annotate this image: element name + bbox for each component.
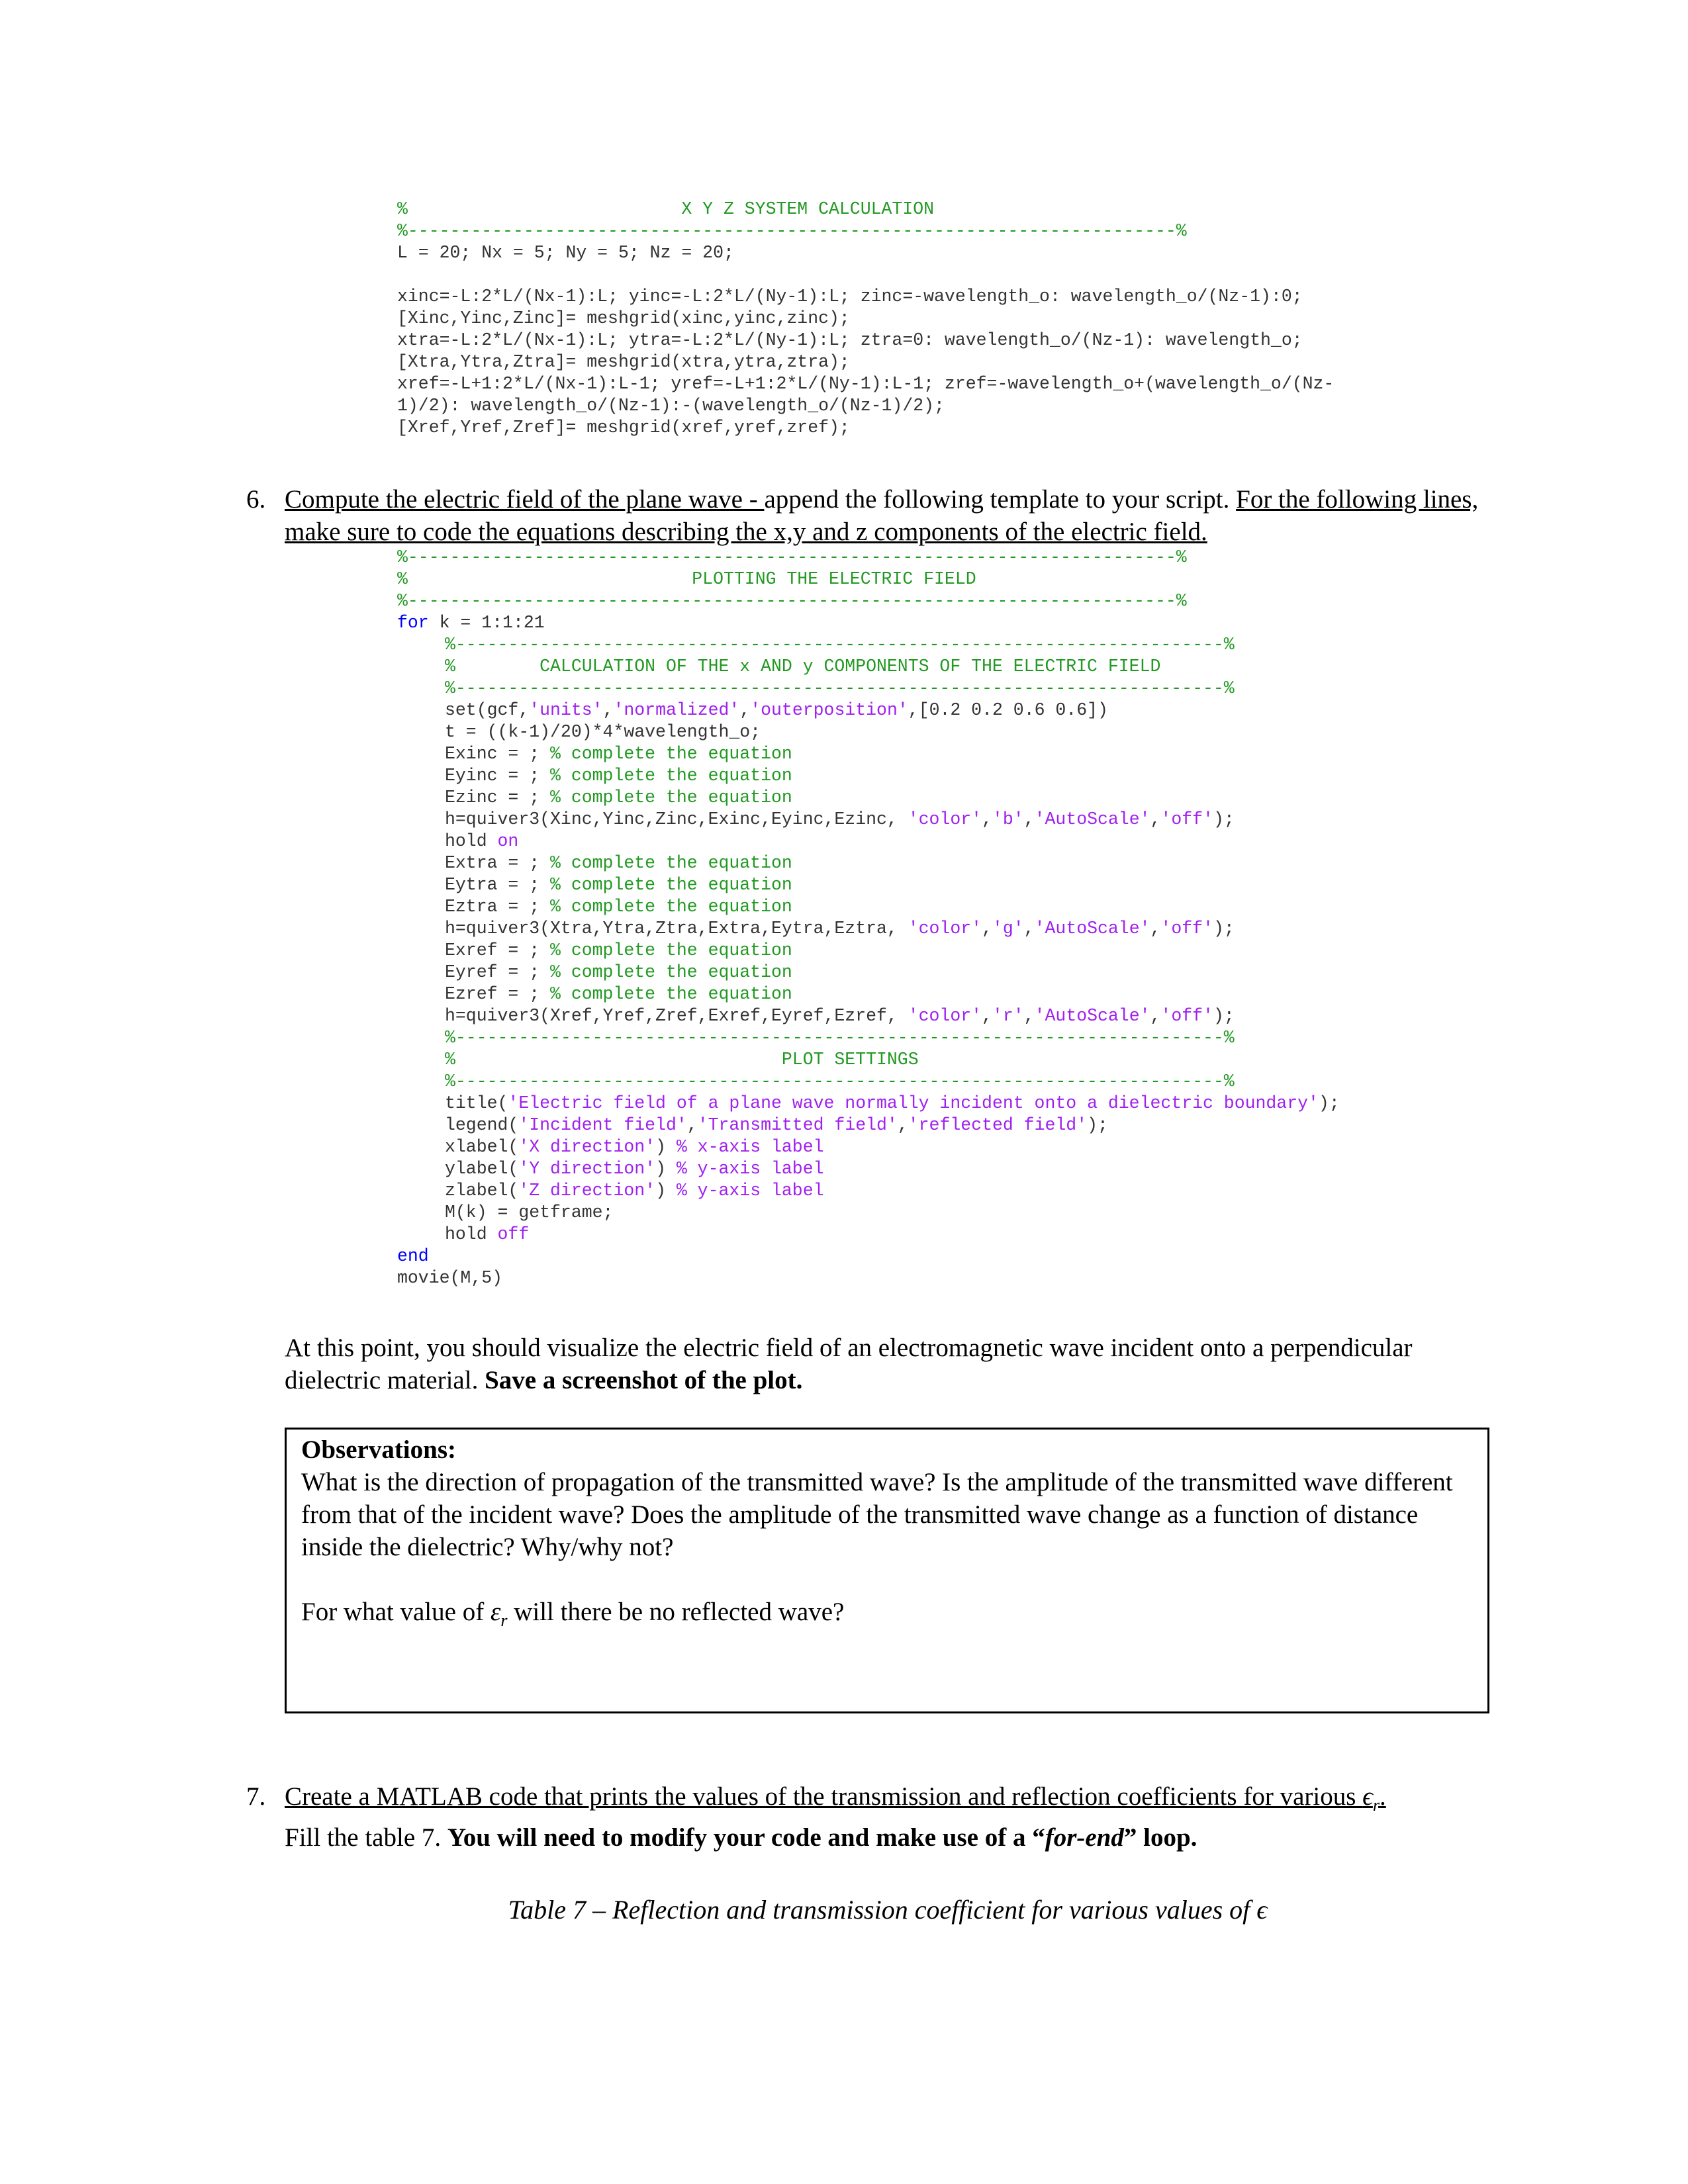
code-line bbox=[397, 852, 1340, 874]
step-7-underlined-text: Create a MATLAB code that prints the values of the transmission and reflection coefficients for various bbox=[285, 1782, 1363, 1811]
code-token: %-------------------------------------------------------------------------% bbox=[445, 635, 1235, 655]
code-token: Exref = ; bbox=[445, 940, 551, 960]
code-line bbox=[397, 1267, 1340, 1289]
code-line bbox=[397, 417, 1334, 439]
code-token: Eyinc = ; bbox=[445, 766, 551, 786]
code-token: ) bbox=[655, 1181, 677, 1201]
code-token: % CALCULATION OF THE x AND y COMPONENTS OF THE ELECTRIC FIELD bbox=[445, 657, 1161, 676]
code-token: 'g' bbox=[992, 919, 1024, 938]
code-token: h=quiver3(Xinc,Yinc,Zinc,Exinc,Eyinc,Ezinc, bbox=[445, 809, 908, 829]
code-line bbox=[397, 809, 1340, 831]
code-token: , bbox=[982, 1006, 992, 1026]
code-token: xtra=-L:2*L/(Nx-1):L; ytra=-L:2*L/(Ny-1):L; ztra=0: wavelength_o/(Nz-1): wavelength_o; bbox=[397, 330, 1303, 350]
step-6-number: 6. bbox=[246, 485, 266, 514]
step-6-underlined-1: Compute the electric field of the plane wave - bbox=[285, 485, 765, 514]
step-6-text bbox=[285, 483, 1491, 548]
code-line bbox=[397, 590, 1340, 612]
code-token: %-------------------------------------------------------------------------% bbox=[445, 1028, 1235, 1048]
code-line bbox=[397, 286, 1334, 308]
code-token: ); bbox=[1213, 1006, 1235, 1026]
code-token: 'Incident field' bbox=[518, 1115, 687, 1135]
code-token: , bbox=[897, 1115, 908, 1135]
code-line bbox=[397, 242, 1334, 264]
table-7-caption: Table 7 – Reflection and transmission coefficient for various values of ϵ bbox=[508, 1895, 1268, 1925]
code-line bbox=[397, 1115, 1340, 1136]
code-token: for bbox=[397, 613, 429, 633]
code-token: [Xinc,Yinc,Zinc]= meshgrid(xinc,yinc,zinc); bbox=[397, 308, 850, 328]
code-token: % complete the equation bbox=[550, 853, 792, 873]
code-token: % PLOT SETTINGS bbox=[445, 1050, 919, 1069]
code-token: , bbox=[982, 809, 992, 829]
step-7-text bbox=[285, 1780, 1491, 1854]
code-token: 'AutoScale' bbox=[1034, 919, 1150, 938]
code-token: ); bbox=[1213, 919, 1235, 938]
code-line bbox=[397, 831, 1340, 852]
code-line bbox=[397, 918, 1340, 940]
code-line bbox=[397, 1158, 1340, 1180]
observations-box bbox=[285, 1428, 1489, 1713]
code-token: t = ((k-1)/20)*4*wavelength_o; bbox=[445, 722, 761, 742]
code-token: set(gcf, bbox=[445, 700, 530, 720]
code-line bbox=[397, 1136, 1340, 1158]
code-token: Eytra = ; bbox=[445, 875, 551, 895]
code-line bbox=[397, 1071, 1340, 1093]
code-token: end bbox=[397, 1246, 429, 1266]
code-token: [Xref,Yref,Zref]= meshgrid(xref,yref,zref); bbox=[397, 418, 850, 437]
code-token: legend( bbox=[445, 1115, 519, 1135]
step-7-epsilon: ϵ bbox=[1362, 1782, 1373, 1811]
code-line bbox=[397, 656, 1340, 678]
code-token: 'r' bbox=[992, 1006, 1024, 1026]
step-7-bold-1: You will need to modify your code and make use of a “ bbox=[447, 1823, 1045, 1852]
code-token: ); bbox=[1213, 809, 1235, 829]
code-line bbox=[397, 1202, 1340, 1224]
code-token: ); bbox=[1087, 1115, 1108, 1135]
code-line bbox=[397, 199, 1334, 220]
code-token: ) bbox=[655, 1159, 677, 1179]
code-token: , bbox=[602, 700, 614, 720]
step-7-number: 7. bbox=[246, 1782, 266, 1811]
code-line bbox=[397, 787, 1340, 809]
visualize-text: At this point, you should visualize the electric field of an electromagnetic wave incident onto a perpendicular dielectric material. bbox=[285, 1334, 1413, 1394]
code-token: ) bbox=[655, 1137, 677, 1157]
code-token: %-------------------------------------------------------------------------% bbox=[397, 221, 1187, 241]
code-token: 'Z direction' bbox=[518, 1181, 656, 1201]
code-line bbox=[397, 395, 1334, 417]
code-token: 'off' bbox=[1160, 809, 1213, 829]
code-line bbox=[397, 721, 1340, 743]
code-token: Exinc = ; bbox=[445, 744, 551, 764]
code-token: 'outerposition' bbox=[750, 700, 908, 720]
code-token: 'AutoScale' bbox=[1034, 809, 1150, 829]
code-token: 'b' bbox=[992, 809, 1024, 829]
code-line bbox=[397, 547, 1340, 569]
code-token: L = 20; Nx = 5; Ny = 5; Nz = 20; bbox=[397, 243, 734, 263]
code-token: , bbox=[1023, 919, 1035, 938]
step-7-underlined bbox=[285, 1782, 1386, 1815]
code-token: 'Transmitted field' bbox=[697, 1115, 898, 1135]
code-token: ylabel( bbox=[445, 1159, 519, 1179]
code-token: ); bbox=[1318, 1093, 1340, 1113]
q2-before: For what value of bbox=[301, 1598, 491, 1626]
code-token: %-------------------------------------------------------------------------% bbox=[397, 547, 1187, 567]
code-token: 'off' bbox=[1160, 919, 1213, 938]
step-6-plain: append the following template to your script. bbox=[764, 485, 1237, 514]
step-7-epsilon-sub: r bbox=[1372, 1795, 1380, 1815]
code-block-xyz-system bbox=[397, 199, 1334, 439]
code-token: 1)/2): wavelength_o/(Nz-1):-(wavelength_o/(Nz-1)/2); bbox=[397, 396, 945, 416]
code-line bbox=[397, 634, 1340, 656]
code-token: , bbox=[1023, 1006, 1035, 1026]
code-line bbox=[397, 1049, 1340, 1071]
step-7-bold-2: ” loop. bbox=[1123, 1823, 1197, 1852]
code-token: h=quiver3(Xtra,Ytra,Ztra,Extra,Eytra,Eztra, bbox=[445, 919, 908, 938]
code-line bbox=[397, 330, 1334, 351]
code-token: off bbox=[497, 1224, 530, 1244]
code-token: , bbox=[982, 919, 992, 938]
code-token: 'off' bbox=[1160, 1006, 1213, 1026]
code-token: k = 1:1:21 bbox=[428, 613, 545, 633]
code-line bbox=[397, 1093, 1340, 1115]
code-token: zlabel( bbox=[445, 1181, 519, 1201]
code-token: xlabel( bbox=[445, 1137, 519, 1157]
code-token: xref=-L+1:2*L/(Nx-1):L-1; yref=-L+1:2*L/(Ny-1):L-1; zref=-wavelength_o+(wavelength_o/(Nz- bbox=[397, 374, 1335, 394]
code-token: title( bbox=[445, 1093, 508, 1113]
code-line bbox=[397, 1224, 1340, 1246]
code-token: on bbox=[497, 831, 519, 851]
visualize-bold: Save a screenshot of the plot. bbox=[485, 1366, 803, 1394]
code-line bbox=[397, 612, 1340, 634]
code-token: , bbox=[1023, 809, 1035, 829]
code-token: 'units' bbox=[529, 700, 603, 720]
code-token: hold bbox=[445, 831, 498, 851]
code-line bbox=[397, 765, 1340, 787]
code-line bbox=[397, 874, 1340, 896]
code-line bbox=[397, 940, 1340, 962]
code-line bbox=[397, 308, 1334, 330]
code-token: 'Y direction' bbox=[518, 1159, 656, 1179]
code-token: movie(M,5) bbox=[397, 1268, 503, 1288]
code-token: M(k) = getframe; bbox=[445, 1203, 614, 1222]
code-token: 'AutoScale' bbox=[1034, 1006, 1150, 1026]
code-token: % complete the equation bbox=[550, 962, 792, 982]
code-token: % PLOTTING THE ELECTRIC FIELD bbox=[397, 569, 976, 589]
code-line bbox=[397, 220, 1334, 242]
code-line bbox=[397, 1027, 1340, 1049]
code-token: [Xtra,Ytra,Ztra]= meshgrid(xtra,ytra,ztra); bbox=[397, 352, 850, 372]
code-line bbox=[397, 962, 1340, 983]
code-token: ,[0.2 0.2 0.6 0.6]) bbox=[908, 700, 1108, 720]
step-6-underlined-2: For the following lines, make sure to code the equations describing the x,y and z components of the electric field. bbox=[285, 485, 1479, 546]
code-line bbox=[397, 1005, 1340, 1027]
observations-question-1: What is the direction of propagation of the transmitted wave? Is the amplitude of the transmitted wave different from that of the incident wave? Does the amplitude of the transmitted wave change as a function of distance inside the dielectric? Why/why not? bbox=[301, 1468, 1453, 1561]
code-token: % complete the equation bbox=[550, 897, 792, 917]
code-line bbox=[397, 700, 1340, 721]
code-token: Eyref = ; bbox=[445, 962, 551, 982]
code-token: 'normalized' bbox=[613, 700, 740, 720]
code-line bbox=[397, 264, 1334, 286]
observations-heading: Observations: bbox=[301, 1435, 456, 1464]
observations-content bbox=[301, 1433, 1477, 1630]
code-token: % complete the equation bbox=[550, 984, 792, 1004]
code-line bbox=[397, 743, 1340, 765]
code-token: xinc=-L:2*L/(Nx-1):L; yinc=-L:2*L/(Ny-1):L; zinc=-wavelength_o: wavelength_o/(Nz-1):0; bbox=[397, 287, 1303, 306]
code-token: 'color' bbox=[908, 919, 982, 938]
epsilon-subscript: r bbox=[500, 1610, 508, 1630]
code-token: , bbox=[1150, 809, 1161, 829]
code-token: % y-axis label bbox=[676, 1181, 824, 1201]
code-token: %-------------------------------------------------------------------------% bbox=[445, 1071, 1235, 1091]
code-token: 'color' bbox=[908, 1006, 982, 1026]
q2-after: will there be no reflected wave? bbox=[507, 1598, 845, 1626]
code-line bbox=[397, 569, 1340, 590]
code-line bbox=[397, 896, 1340, 918]
code-token: Ezref = ; bbox=[445, 984, 551, 1004]
code-token: 'reflected field' bbox=[908, 1115, 1088, 1135]
step-7-bold-italic: for-end bbox=[1045, 1823, 1124, 1852]
code-token: % complete the equation bbox=[550, 875, 792, 895]
step-7-underlined-end: . bbox=[1379, 1782, 1386, 1811]
code-token: , bbox=[1150, 919, 1161, 938]
code-line bbox=[397, 1246, 1340, 1267]
code-token: % complete the equation bbox=[550, 940, 792, 960]
code-token: , bbox=[1150, 1006, 1161, 1026]
code-token: 'Electric field of a plane wave normally incident onto a dielectric boundary' bbox=[508, 1093, 1319, 1113]
code-token: % complete the equation bbox=[550, 788, 792, 807]
code-block-plotting bbox=[397, 547, 1340, 1289]
code-token: , bbox=[686, 1115, 698, 1135]
code-token: % complete the equation bbox=[550, 766, 792, 786]
code-token: % y-axis label bbox=[676, 1159, 824, 1179]
code-line bbox=[397, 373, 1334, 395]
code-token: Eztra = ; bbox=[445, 897, 551, 917]
code-token: 'color' bbox=[908, 809, 982, 829]
code-token: Ezinc = ; bbox=[445, 788, 551, 807]
code-line bbox=[397, 351, 1334, 373]
code-token: %-------------------------------------------------------------------------% bbox=[397, 591, 1187, 611]
code-token: , bbox=[739, 700, 751, 720]
code-token: % complete the equation bbox=[550, 744, 792, 764]
code-token: 'X direction' bbox=[518, 1137, 656, 1157]
code-token: %-------------------------------------------------------------------------% bbox=[445, 678, 1235, 698]
code-line bbox=[397, 1180, 1340, 1202]
code-line bbox=[397, 983, 1340, 1005]
epsilon-symbol: ε bbox=[490, 1598, 501, 1626]
code-token: Extra = ; bbox=[445, 853, 551, 873]
observations-question-2 bbox=[301, 1596, 844, 1637]
visualize-paragraph bbox=[285, 1332, 1491, 1396]
code-token: hold bbox=[445, 1224, 498, 1244]
code-token: % X Y Z SYSTEM CALCULATION bbox=[397, 199, 935, 219]
step-7-plain: Fill the table 7. bbox=[285, 1823, 447, 1852]
code-line bbox=[397, 678, 1340, 700]
code-token: % x-axis label bbox=[676, 1137, 824, 1157]
code-token: h=quiver3(Xref,Yref,Zref,Exref,Eyref,Ezref, bbox=[445, 1006, 908, 1026]
